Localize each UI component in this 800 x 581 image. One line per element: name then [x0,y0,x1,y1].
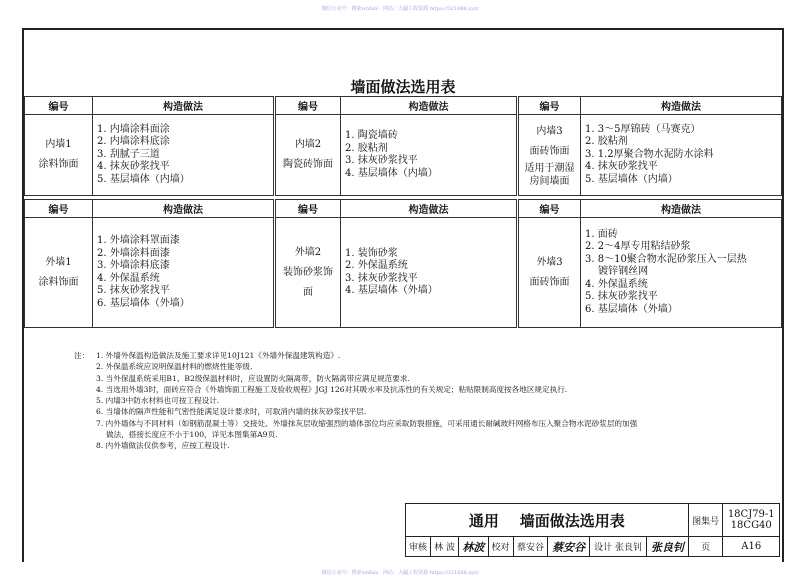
step-item: 3. 抹灰砂浆找平 [345,155,418,166]
step-item: 4. 基层墙体（外墙） [345,285,438,296]
note-item: 做法，搭接长度应不小于100，详见本图集第A9页. [96,430,278,440]
reviewer: 林 波 [431,537,459,557]
wall-name: 涂料饰面 [38,276,79,288]
wall-code: 外墙2 [294,246,322,258]
note-item: 1. 外墙外保温构造做法及施工要求详见10J121《外墙外保温建筑构造》. [96,351,341,360]
wall-code: 内墙3 [536,126,563,137]
watermark-top: 微信公众号：搜索wnfuls · 网站：大疆工程资源 https://321886.xyz/ [321,6,479,12]
wall-code: 外墙1 [45,256,72,268]
step-item: 1. 内墙涂料面涂 [97,123,170,135]
wall-steps-cell [93,218,275,328]
step-item: 6. 基层墙体（外墙） [97,297,190,309]
notes-label [74,395,96,406]
wall-name: 面砖饰面 [529,276,570,288]
step-item: 1. 装饰砂浆 [345,247,398,259]
note-item: 5. 内墙3中防水材料也可按工程设计. [96,396,220,406]
wall-code-cell [25,218,93,328]
note-item: 2. 外保温系统应说明保温材料的燃烧性能等级. [96,362,253,372]
wall-code: 外墙3 [536,256,563,268]
notes-label [74,373,96,384]
note-item: 6. 当墙体的隔声性能和气密性能满足设计要求时，可取消内墙的抹灰砂浆找平层. [96,407,367,417]
atlas-number [723,504,780,537]
notes-label [74,429,96,440]
check-label: 校对 [488,537,513,557]
exterior-wall-table [24,199,782,328]
header-code: 编号 [25,97,93,115]
page-number: A16 [723,537,780,557]
designer-signature: 张良钊 [647,537,688,557]
wall-steps-cell [581,115,782,196]
step-item: 4. 抹灰砂浆找平 [97,161,170,173]
note-item: 8. 内外墙做法仅供参考，应按工程设计. [96,441,230,451]
step-item: 6. 基层墙体（外墙） [585,303,678,315]
header-code: 编号 [275,200,341,218]
page-label: 页 [688,537,723,557]
page-title: 墙面做法选用表 [350,78,456,96]
wall-name: 面砖饰面 [529,146,570,157]
step-item: 2. 胶粘剂 [585,136,628,148]
wall-code-cell [25,115,93,196]
wall-steps-cell [341,115,518,196]
wall-steps-cell [341,218,518,328]
step-item: 1. 陶瓷墙砖 [345,130,398,141]
header-method: 构造做法 [341,200,518,218]
wall-steps-cell [93,115,275,196]
step-item: 2. 内墙涂料底涂 [97,136,170,148]
step-item: 2. 外墙涂料面漆 [97,247,170,259]
title-block-title [406,504,689,537]
wall-code-cell [518,218,581,328]
review-label: 审核 [406,537,431,557]
designer: 张良钊 [614,543,642,553]
checker-signature: 蔡安谷 [548,537,589,557]
wall-code-cell [275,115,341,196]
design-cell [589,537,647,557]
notes-label [74,384,96,395]
wall-name: 涂料饰面 [38,159,79,170]
header-method: 构造做法 [581,97,782,115]
atlas-no-2: 18CG40 [730,520,772,531]
step-item: 5. 抹灰砂浆找平 [585,291,658,303]
checker: 蔡安谷 [513,537,548,557]
step-item: 5. 基层墙体（内墙） [97,173,190,185]
notes-label [74,361,96,372]
step-item: 4. 基层墙体（内墙） [345,167,438,179]
step-item: 2. 2～4厚专用粘结砂浆 [585,241,691,253]
step-item: 1. 面砖 [585,228,618,240]
step-item: 1. 外墙涂料罩面漆 [97,235,180,246]
step-item: 5. 基层墙体（内墙） [585,173,678,185]
step-item: 4. 抹灰砂浆找平 [585,161,658,173]
wall-code-cell [275,218,341,328]
header-method: 构造做法 [93,97,275,115]
notes-label [74,440,96,451]
step-item: 3. 8～10聚合物水泥砂浆压入一层热 [585,253,747,265]
wall-code: 内墙2 [294,139,322,150]
step-item: 3. 1.2厚聚合物水泥防水涂料 [585,148,714,160]
note-item: 3. 当外保温系统采用B1、B2级保温材料时，应设置防火隔离带，防火隔离带应满足规范要求. [96,373,410,383]
reviewer-signature: 林波 [459,537,488,557]
wall-steps-cell [581,218,782,328]
step-item: 2. 外保温系统 [345,260,408,271]
header-code: 编号 [25,200,93,218]
header-code: 编号 [275,97,341,115]
header-method: 构造做法 [341,97,518,115]
wall-name: 装饰砂浆饰面 [283,266,333,298]
notes [74,350,637,452]
step-item: 3. 刮腻子三道 [97,148,160,160]
wall-code: 内墙1 [45,139,72,150]
header-code: 编号 [518,200,581,218]
wall-code-cell [518,115,581,196]
step-item: 1. 3～5厚锦砖（马赛克） [585,123,701,135]
step-item: 3. 抹灰砂浆找平 [345,272,418,284]
notes-label: 注： [74,351,90,360]
atlas-no: 18CJ79-1 [727,509,775,520]
step-item: 5. 抹灰砂浆找平 [97,285,170,296]
title-block-name: 墙面做法选用表 [519,511,625,530]
design-label: 设计 [594,543,613,553]
header-code: 编号 [518,97,581,115]
title-block [405,503,780,557]
wall-name: 陶瓷砖饰面 [283,159,333,170]
interior-wall-table [24,96,782,196]
step-item: 4. 外保温系统 [585,278,648,290]
category: 通用 [468,511,499,530]
notes-label [74,418,96,429]
note-item: 7. 内外墙体与不同材料（如钢筋混凝土等）交接处、外墙抹灰层收缩强烈的墙体部位均应采取防裂措施，可采用通长耐碱玻纤网格布压入聚合物水泥砂浆层的加强 [96,418,638,428]
step-item: 2. 胶粘剂 [345,142,388,154]
step-item: 4. 外保温系统 [97,272,160,284]
atlas-label: 图集号 [688,504,723,537]
drawing-frame [22,28,784,562]
note-item: 4. 当选用外墙3时，面砖应符合《外墙饰面工程施工及验收规程》JGJ 126对其吸水率及抗冻性的有关规定；粘贴限制高度按各地区规定执行. [96,384,568,394]
step-item: 3. 外墙涂料底漆 [97,260,170,271]
header-method: 构造做法 [581,200,782,218]
notes-label [74,406,96,417]
step-item: 镀锌钢丝网 [585,266,649,278]
header-method: 构造做法 [93,200,275,218]
watermark-bottom: 微信公众号：搜索wnfuls · 网站：大疆工程资源 https://321886.xyz/ [321,570,479,576]
wall-note: 适用于潮湿房间墙面 [524,163,575,187]
